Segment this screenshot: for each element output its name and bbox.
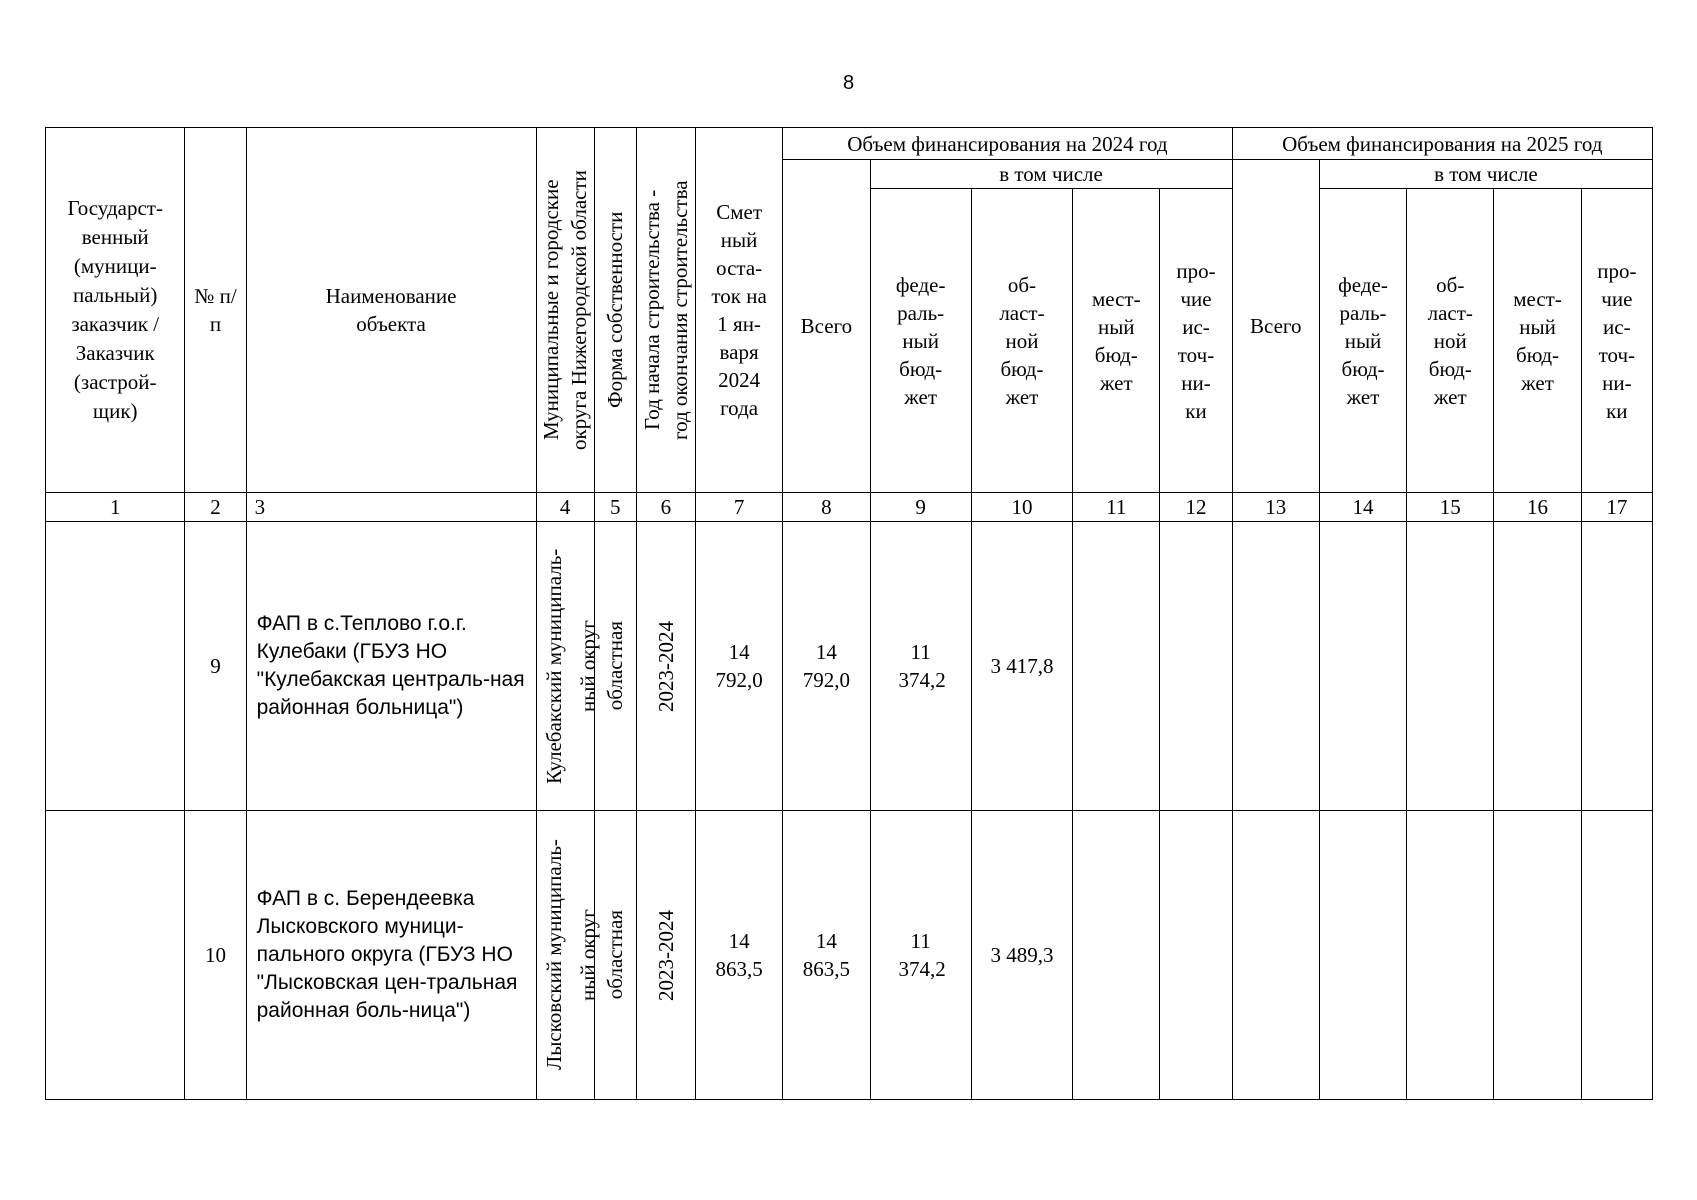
- cell-regional-2025: [1407, 811, 1494, 1100]
- cell-other-2025: [1581, 522, 1652, 811]
- header-local-2025: мест-ный бюд-жет: [1494, 189, 1581, 493]
- cell-remaining: 14 792,0: [695, 522, 782, 811]
- header-including-2024: в том числе: [870, 160, 1232, 189]
- column-number: 8: [783, 493, 870, 522]
- header-other-2025: про-чие ис-точ-ни-ки: [1581, 189, 1652, 493]
- cell-regional-2025: [1407, 522, 1494, 811]
- cell-municipality-line1: Лысковский муниципаль-: [541, 839, 566, 1071]
- cell-municipality-line2: ный округ: [575, 620, 600, 712]
- column-number: 13: [1232, 493, 1319, 522]
- column-number: 1: [46, 493, 185, 522]
- cell-remaining: 14 863,5: [695, 811, 782, 1100]
- cell-other-2024: [1160, 522, 1232, 811]
- column-number: 3: [246, 493, 536, 522]
- cell-total-2024: 14 792,0: [783, 522, 870, 811]
- cell-object-name: ФАП в с.Теплово г.о.г. Кулебаки (ГБУЗ НО "Кулебакская централь-ная районная больница"): [246, 522, 536, 811]
- column-number: 7: [695, 493, 782, 522]
- cell-years: 2023-2024: [636, 522, 695, 811]
- header-num: № п/п: [185, 128, 246, 493]
- cell-regional-2024: 3 417,8: [971, 522, 1072, 811]
- header-regional-2025: об-ласт-ной бюд-жет: [1407, 189, 1494, 493]
- header-regional-2024: об-ласт-ной бюд-жет: [971, 189, 1072, 493]
- cell-municipality-line2: ный округ: [575, 909, 600, 1001]
- cell-customer: [46, 522, 185, 811]
- column-number: 17: [1581, 493, 1652, 522]
- cell-other-2024: [1160, 811, 1232, 1100]
- cell-federal-2024: 11 374,2: [870, 522, 971, 811]
- cell-ownership: областная: [594, 522, 636, 811]
- header-federal-2024: феде-раль-ный бюд-жет: [870, 189, 971, 493]
- column-number: 12: [1160, 493, 1232, 522]
- header-years-line2: год окончания строительства: [667, 180, 692, 440]
- header-total-2025: Всего: [1232, 160, 1319, 493]
- header-remaining: Смет ный оста-ток на 1 ян-варя 2024 года: [695, 128, 782, 493]
- cell-local-2025: [1494, 811, 1581, 1100]
- header-years-line1: Год начала строительства -: [639, 189, 664, 431]
- header-years: [636, 128, 695, 493]
- cell-federal-2024: 11 374,2: [870, 811, 971, 1100]
- cell-municipality: [536, 522, 600, 811]
- page-number: 8: [842, 72, 855, 94]
- cell-total-2025: [1232, 811, 1319, 1100]
- header-federal-2025: феде-раль-ный бюд-жет: [1319, 189, 1406, 493]
- column-number: 9: [870, 493, 971, 522]
- cell-num: 10: [185, 811, 246, 1100]
- cell-total-2024: 14 863,5: [783, 811, 870, 1100]
- header-municipality-line1: Муниципальные и городские: [539, 179, 564, 441]
- table-row: [46, 522, 1653, 811]
- cell-object-name: ФАП в с. Берендеевка Лысковского муници-пального округа (ГБУЗ НО "Лысковская цен-тральная районная боль-ница"): [246, 811, 536, 1100]
- cell-local-2025: [1494, 522, 1581, 811]
- column-number: 11: [1073, 493, 1160, 522]
- header-including-2025: в том числе: [1319, 160, 1652, 189]
- cell-customer: [46, 811, 185, 1100]
- cell-federal-2025: [1319, 811, 1406, 1100]
- cell-num: 9: [185, 522, 246, 811]
- header-municipality: [536, 128, 594, 493]
- column-number: 14: [1319, 493, 1406, 522]
- cell-municipality-line1: Кулебакский муниципаль-: [541, 548, 566, 784]
- header-name: Наименование объекта: [246, 128, 536, 493]
- header-local-2024: мест-ный бюд-жет: [1073, 189, 1160, 493]
- header-financing-2024: Объем финансирования на 2024 год: [783, 128, 1232, 160]
- cell-other-2025: [1581, 811, 1652, 1100]
- header-other-2024: про-чие ис-точ-ни-ки: [1160, 189, 1232, 493]
- header-municipality-line2: округа Нижегородской области: [567, 170, 592, 450]
- column-number: 5: [594, 493, 636, 522]
- financing-table: [45, 127, 1653, 1100]
- cell-ownership: областная: [594, 811, 636, 1100]
- cell-local-2024: [1073, 522, 1160, 811]
- column-numbers-row: [46, 493, 1653, 522]
- column-number: 2: [185, 493, 246, 522]
- header-financing-2025: Объем финансирования на 2025 год: [1232, 128, 1652, 160]
- header-customer: Государст-венный (муници-пальный) заказчик / Заказчик (застрой-щик): [46, 128, 185, 493]
- cell-regional-2024: 3 489,3: [971, 811, 1072, 1100]
- cell-federal-2025: [1319, 522, 1406, 811]
- cell-local-2024: [1073, 811, 1160, 1100]
- column-number: 16: [1494, 493, 1581, 522]
- column-number: 4: [536, 493, 594, 522]
- cell-total-2025: [1232, 522, 1319, 811]
- header-total-2024: Всего: [783, 160, 870, 493]
- column-number: 10: [971, 493, 1072, 522]
- cell-municipality: [536, 811, 600, 1100]
- column-number: 15: [1407, 493, 1494, 522]
- cell-years: 2023-2024: [636, 811, 695, 1100]
- header-ownership: Форма собственности: [594, 128, 636, 493]
- header-row-group: [46, 128, 1653, 160]
- table-row: [46, 811, 1653, 1100]
- column-number: 6: [636, 493, 695, 522]
